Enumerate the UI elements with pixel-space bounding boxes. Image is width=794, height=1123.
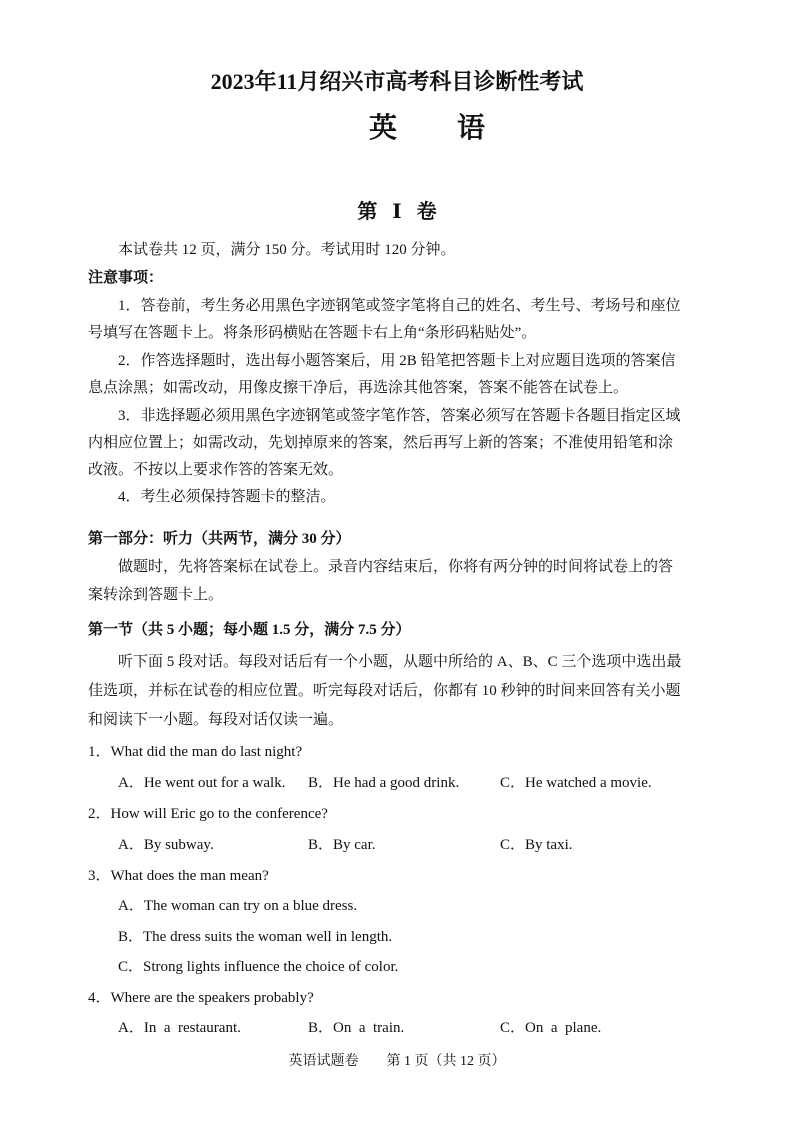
question-2: 2．How will Eric go to the conference? [88,806,328,822]
notice-line: 号填写在答题卡上。将条形码横贴在答题卡右上角“条形码粘贴处”。 [88,325,537,341]
intro-text: 本试卷共 12 页，满分 150 分。考试用时 120 分钟。 [118,242,456,258]
question-1: 1．What did the man do last night? [88,744,303,760]
notice-line: 1．答卷前，考生务必用黑色字迹钢笔或签字笔将自己的姓名、考生号、考场号和座位 [118,298,681,314]
section1-heading: 第一节（共 5 小题；每小题 1.5 分，满分 7.5 分） [88,622,411,638]
notice-line: 3．非选择题必须用黑色字迹钢笔或签字笔作答，答案必须写在答题卡各题目指定区域 [118,408,681,424]
q4-option-c: C．On a plane. [500,1020,602,1036]
exam-title: 2023年11月绍兴市高考科目诊断性考试 [210,69,584,94]
section1-line: 佳选项，并标在试卷的相应位置。听完每段对话后，你都有 10 秒钟的时间来回答有关小题 [88,683,681,699]
notice-line: 息点涂黑；如需改动，用像皮擦干净后，再选涂其他答案，答案不能答在试卷上。 [88,380,629,396]
section1-line: 和阅读下一小题。每段对话仅读一遍。 [88,712,344,728]
notice-line: 内相应位置上；如需改动，先划掉原来的答案，然后再写上新的答案；不准使用铅笔和涂 [88,435,674,451]
notice-heading: 注意事项： [88,270,164,286]
question-3: 3．What does the man mean? [88,868,269,884]
subject-title: 英语 [368,113,545,144]
q1-option-a: A．He went out for a walk. [118,775,286,791]
q3-option-c: C．Strong lights influence the choice of color. [118,959,399,975]
q2-option-a: A．By subway. [118,837,214,853]
notice-line: 2．作答选择题时，选出每小题答案后，用 2B 铅笔把答题卡上对应题目选项的答案信 [118,353,676,369]
volume-title: 第 Ⅰ 卷 [357,201,437,223]
part1-line: 案转涂到答题卡上。 [88,587,224,603]
page-footer: 英语试题卷 第 1 页（共 12 页） [288,1054,506,1069]
part1-line: 做题时，先将答案标在试卷上。录音内容结束后，你将有两分钟的时间将试卷上的答 [118,559,674,575]
q3-option-b: B．The dress suits the woman well in length. [118,929,393,945]
q1-option-c: C．He watched a movie. [500,775,652,791]
notice-line: 改液。不按以上要求作答的答案无效。 [88,462,344,478]
q1-option-b: B．He had a good drink. [308,775,460,791]
question-4: 4．Where are the speakers probably? [88,990,314,1006]
part1-heading: 第一部分：听力（共两节，满分 30 分） [88,531,351,547]
q4-option-a: A．In a restaurant. [118,1020,241,1036]
q4-option-b: B．On a train. [308,1020,405,1036]
q2-option-c: C．By taxi. [500,837,573,853]
q3-option-a: A．The woman can try on a blue dress. [118,898,358,914]
section1-line: 听下面 5 段对话。每段对话后有一个小题，从题中所给的 A、B、C 三个选项中选出最 [118,654,682,670]
q2-option-b: B．By car. [308,837,376,853]
notice-line: 4．考生必须保持答题卡的整洁。 [118,489,336,505]
